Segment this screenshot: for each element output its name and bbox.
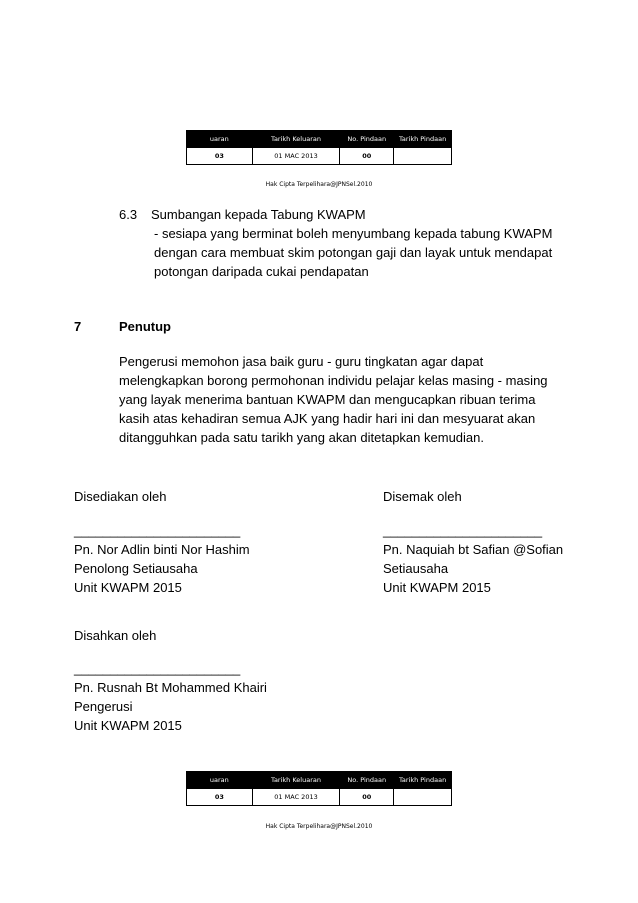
- approved-heading: Disahkan oleh: [74, 628, 157, 643]
- copyright-text: Hak Cipta Terpelihara@JPNSel.2010: [265, 823, 373, 830]
- footer-header-cell: uaran: [187, 772, 253, 789]
- approved-signature-line: _______________________: [74, 661, 241, 676]
- footer-value-cell: 00: [340, 789, 394, 806]
- footer-header-cell: Tarikh Keluaran: [252, 772, 340, 789]
- footer-header-cell: Tarikh Pindaan: [394, 772, 452, 789]
- section-7-title: Penutup: [119, 319, 171, 334]
- checked-unit: Unit KWAPM 2015: [383, 580, 491, 595]
- section-7-line: ditangguhkan pada satu tarikh yang akan ditetapkan kemudian.: [119, 430, 484, 445]
- section-7-line: melengkapkan borong permohonan individu pelajar kelas masing - masing: [119, 373, 548, 388]
- prepared-unit: Unit KWAPM 2015: [74, 580, 182, 595]
- footer-value-cell: 01 MAC 2013: [252, 789, 340, 806]
- prepared-role: Penolong Setiausaha: [74, 561, 198, 576]
- section-63-line: dengan cara membuat skim potongan gaji dan layak untuk mendapat: [154, 245, 553, 260]
- footer-header-cell: No. Pindaan: [340, 772, 394, 789]
- checked-heading: Disemak oleh: [383, 489, 462, 504]
- checked-name: Pn. Naquiah bt Safian @Sofian: [383, 542, 564, 557]
- footer-value-cell: [394, 789, 452, 806]
- footer-value-cell: 01 MAC 2013: [252, 148, 340, 165]
- approved-name: Pn. Rusnah Bt Mohammed Khairi: [74, 680, 267, 695]
- section-7-line: kasih atas kehadiran semua AJK yang hadir hari ini dan mesyuarat akan: [119, 411, 536, 426]
- checked-role: Setiausaha: [383, 561, 449, 576]
- footer-header-cell: No. Pindaan: [340, 131, 394, 148]
- footer-value-cell: 03: [187, 148, 253, 165]
- prepared-name: Pn. Nor Adlin binti Nor Hashim: [74, 542, 250, 557]
- footer-header-cell: uaran: [187, 131, 253, 148]
- section-63-title: Sumbangan kepada Tabung KWAPM: [151, 207, 366, 222]
- copyright-text: Hak Cipta Terpelihara@JPNSel.2010: [265, 181, 373, 188]
- section-7-number: 7: [74, 319, 82, 334]
- approved-unit: Unit KWAPM 2015: [74, 718, 182, 733]
- section-7-line: Pengerusi memohon jasa baik guru - guru tingkatan agar dapat: [119, 354, 484, 369]
- prepared-signature-line: _______________________: [74, 523, 241, 538]
- footer-header-cell: Tarikh Pindaan: [394, 131, 452, 148]
- section-63-line: - sesiapa yang berminat boleh menyumbang kepada tabung KWAPM: [154, 226, 553, 241]
- footer-value-cell: 00: [340, 148, 394, 165]
- prepared-heading: Disediakan oleh: [74, 489, 167, 504]
- approved-role: Pengerusi: [74, 699, 133, 714]
- section-63-line: potongan daripada cukai pendapatan: [154, 264, 369, 279]
- footer-table-bottom: [186, 771, 452, 806]
- section-7-line: yang layak menerima bantuan KWAPM dan mengucapkan ribuan terima: [119, 392, 536, 407]
- section-63-number: 6.3: [119, 207, 138, 222]
- footer-value-cell: [394, 148, 452, 165]
- footer-value-cell: 03: [187, 789, 253, 806]
- footer-header-cell: Tarikh Keluaran: [252, 131, 340, 148]
- footer-table-top: [186, 130, 452, 165]
- checked-signature-line: ______________________: [383, 523, 543, 538]
